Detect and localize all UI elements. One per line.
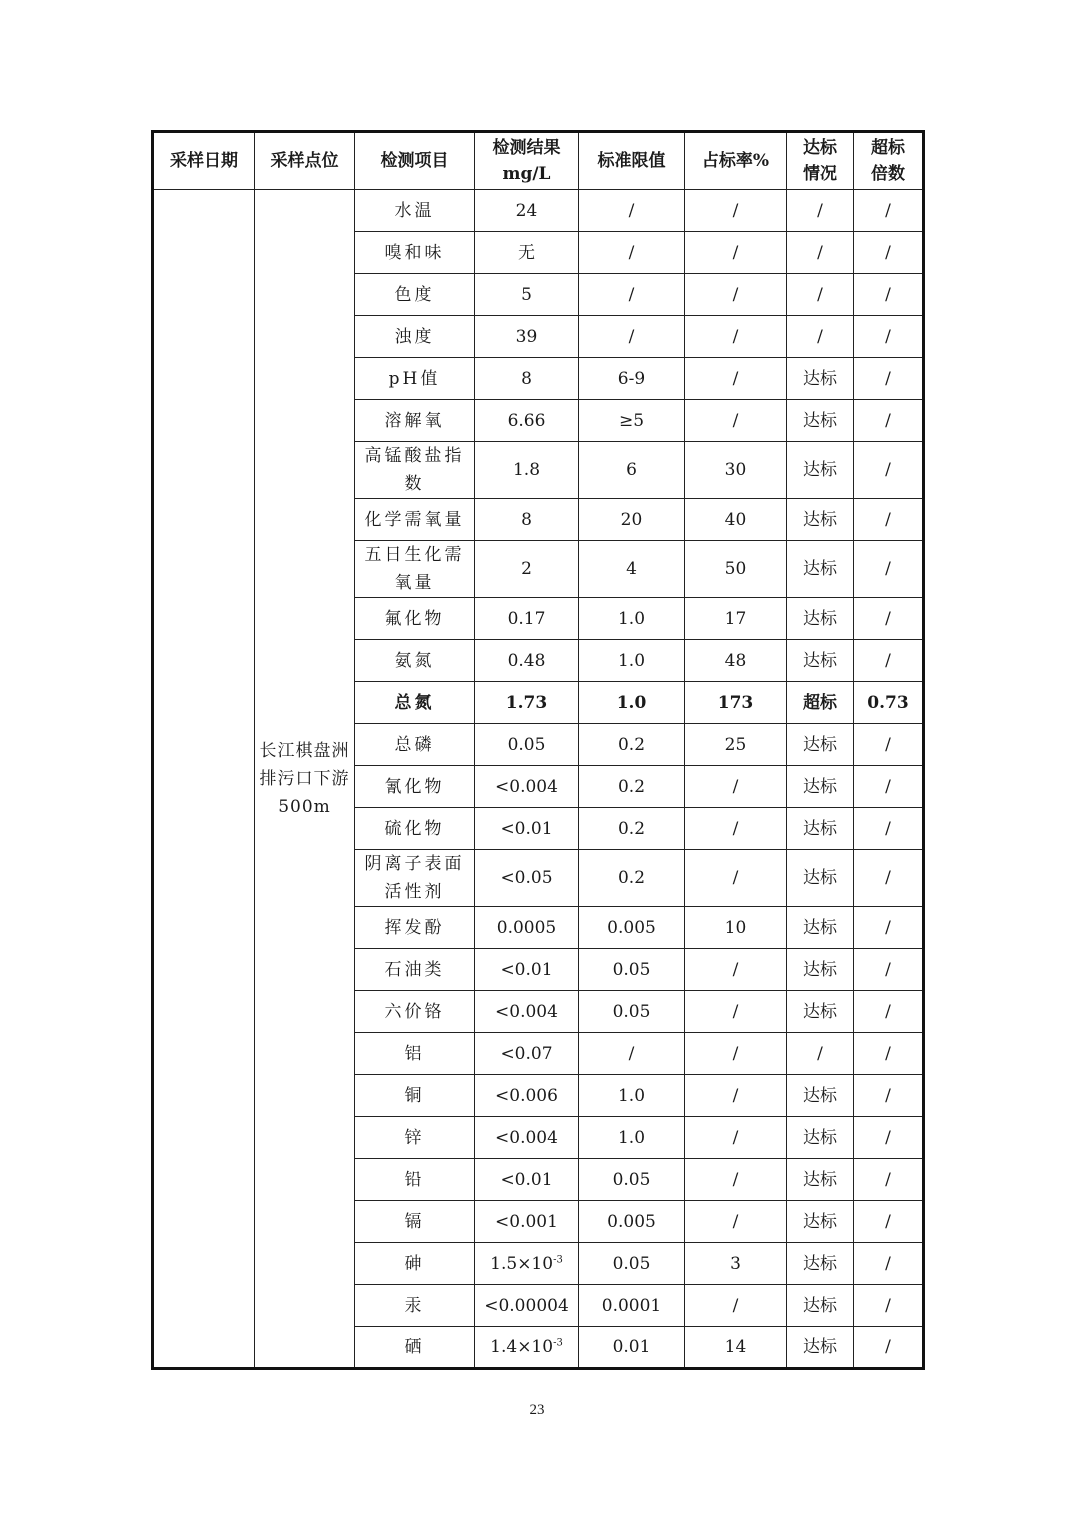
result-cell: <0.004 xyxy=(475,1117,579,1159)
ratio-cell: / xyxy=(685,358,787,400)
header-result xyxy=(475,132,579,190)
exceed-cell: / xyxy=(854,1243,924,1285)
limit-cell: 0.005 xyxy=(579,907,685,949)
status-cell: 达标 xyxy=(787,808,854,850)
result-cell: 1.73 xyxy=(475,682,579,724)
exceed-cell: / xyxy=(854,442,924,499)
limit-cell: 1.0 xyxy=(579,640,685,682)
exceed-cell: / xyxy=(854,190,924,232)
limit-cell: 1.0 xyxy=(579,1075,685,1117)
exceed-cell: / xyxy=(854,358,924,400)
item-cell: 铜 xyxy=(355,1075,475,1117)
result-cell xyxy=(475,1327,579,1369)
exceed-cell: / xyxy=(854,949,924,991)
limit-cell: / xyxy=(579,1033,685,1075)
limit-cell: 0.01 xyxy=(579,1327,685,1369)
ratio-cell: 173 xyxy=(685,682,787,724)
limit-cell: 0.05 xyxy=(579,991,685,1033)
result-mantissa: 1.5×10 xyxy=(490,1253,554,1274)
exceed-cell: / xyxy=(854,1075,924,1117)
status-cell: 达标 xyxy=(787,1285,854,1327)
limit-cell: 6 xyxy=(579,442,685,499)
exceed-cell: / xyxy=(854,1285,924,1327)
status-cell: 达标 xyxy=(787,499,854,541)
limit-cell: 0.05 xyxy=(579,949,685,991)
result-cell: 39 xyxy=(475,316,579,358)
item-cell: 氟化物 xyxy=(355,598,475,640)
limit-cell: / xyxy=(579,316,685,358)
exceed-cell: / xyxy=(854,850,924,907)
limit-cell: ≥5 xyxy=(579,400,685,442)
result-cell: 8 xyxy=(475,358,579,400)
limit-cell: 4 xyxy=(579,541,685,598)
result-cell: <0.00004 xyxy=(475,1285,579,1327)
status-cell: 达标 xyxy=(787,640,854,682)
exceed-cell: / xyxy=(854,274,924,316)
item-cell: 总氮 xyxy=(355,682,475,724)
table-row xyxy=(153,190,924,232)
sampling-site-cell: 长江棋盘洲排污口下游500m xyxy=(255,190,355,1369)
limit-cell: 0.2 xyxy=(579,724,685,766)
limit-cell: 0.05 xyxy=(579,1159,685,1201)
item-cell: 汞 xyxy=(355,1285,475,1327)
ratio-cell: / xyxy=(685,808,787,850)
header-exceed xyxy=(854,132,924,190)
limit-cell: / xyxy=(579,190,685,232)
status-cell: / xyxy=(787,190,854,232)
exceed-cell: / xyxy=(854,1327,924,1369)
result-cell: 2 xyxy=(475,541,579,598)
ratio-cell: / xyxy=(685,949,787,991)
status-cell: 达标 xyxy=(787,1159,854,1201)
result-cell: <0.001 xyxy=(475,1201,579,1243)
result-cell: 6.66 xyxy=(475,400,579,442)
exceed-cell: / xyxy=(854,499,924,541)
limit-cell: 0.2 xyxy=(579,808,685,850)
exceed-cell: / xyxy=(854,400,924,442)
ratio-cell: 50 xyxy=(685,541,787,598)
exceed-cell: / xyxy=(854,1201,924,1243)
limit-cell: 1.0 xyxy=(579,682,685,724)
ratio-cell: / xyxy=(685,190,787,232)
status-cell: 达标 xyxy=(787,358,854,400)
ratio-cell: / xyxy=(685,766,787,808)
limit-cell: 6-9 xyxy=(579,358,685,400)
exceed-cell: / xyxy=(854,541,924,598)
exceed-cell: / xyxy=(854,1117,924,1159)
exceed-cell: 0.73 xyxy=(854,682,924,724)
ratio-cell: / xyxy=(685,850,787,907)
limit-cell: / xyxy=(579,232,685,274)
ratio-cell: / xyxy=(685,232,787,274)
status-cell: 达标 xyxy=(787,400,854,442)
exceed-cell: / xyxy=(854,316,924,358)
exceed-cell: / xyxy=(854,766,924,808)
item-cell: pH值 xyxy=(355,358,475,400)
header-status xyxy=(787,132,854,190)
limit-cell: 1.0 xyxy=(579,1117,685,1159)
status-cell: / xyxy=(787,274,854,316)
item-cell: 挥发酚 xyxy=(355,907,475,949)
result-exponent: -3 xyxy=(553,1337,563,1349)
item-cell: 水温 xyxy=(355,190,475,232)
exceed-cell: / xyxy=(854,640,924,682)
result-cell: 0.17 xyxy=(475,598,579,640)
result-cell: 0.0005 xyxy=(475,907,579,949)
status-cell: 超标 xyxy=(787,682,854,724)
result-cell: <0.004 xyxy=(475,991,579,1033)
result-exponent: -3 xyxy=(553,1253,563,1265)
page-number: 23 xyxy=(529,1402,545,1418)
status-cell: 达标 xyxy=(787,907,854,949)
item-cell: 阴离子表面活性剂 xyxy=(355,850,475,907)
status-cell: 达标 xyxy=(787,850,854,907)
item-cell: 六价铬 xyxy=(355,991,475,1033)
ratio-cell: 40 xyxy=(685,499,787,541)
status-cell: 达标 xyxy=(787,1075,854,1117)
ratio-cell: 14 xyxy=(685,1327,787,1369)
item-cell: 氨氮 xyxy=(355,640,475,682)
status-cell: 达标 xyxy=(787,991,854,1033)
ratio-cell: / xyxy=(685,1201,787,1243)
item-cell: 溶解氧 xyxy=(355,400,475,442)
limit-cell: 0.2 xyxy=(579,850,685,907)
header-date: 采样日期 xyxy=(153,132,255,190)
result-cell: 8 xyxy=(475,499,579,541)
sampling-date-cell xyxy=(153,190,255,1369)
ratio-cell: 48 xyxy=(685,640,787,682)
exceed-cell: / xyxy=(854,808,924,850)
item-cell: 五日生化需氧量 xyxy=(355,541,475,598)
result-cell: 5 xyxy=(475,274,579,316)
item-cell: 浊度 xyxy=(355,316,475,358)
status-cell: 达标 xyxy=(787,1327,854,1369)
item-cell: 石油类 xyxy=(355,949,475,991)
result-cell: 无 xyxy=(475,232,579,274)
status-cell: 达标 xyxy=(787,766,854,808)
item-cell: 嗅和味 xyxy=(355,232,475,274)
ratio-cell: / xyxy=(685,1159,787,1201)
ratio-cell: 30 xyxy=(685,442,787,499)
item-cell: 铝 xyxy=(355,1033,475,1075)
water-quality-table xyxy=(151,130,925,1370)
result-cell: <0.07 xyxy=(475,1033,579,1075)
limit-cell: 0.0001 xyxy=(579,1285,685,1327)
result-cell: <0.01 xyxy=(475,949,579,991)
limit-cell: 0.2 xyxy=(579,766,685,808)
limit-cell: 1.0 xyxy=(579,598,685,640)
status-cell: 达标 xyxy=(787,541,854,598)
header-limit: 标准限值 xyxy=(579,132,685,190)
item-cell: 铅 xyxy=(355,1159,475,1201)
item-cell: 总磷 xyxy=(355,724,475,766)
exceed-cell: / xyxy=(854,1033,924,1075)
status-cell: 达标 xyxy=(787,724,854,766)
header-ratio: 占标率% xyxy=(685,132,787,190)
status-cell: / xyxy=(787,316,854,358)
limit-cell: / xyxy=(579,274,685,316)
item-cell: 硒 xyxy=(355,1327,475,1369)
result-cell: <0.004 xyxy=(475,766,579,808)
ratio-cell: / xyxy=(685,1117,787,1159)
result-cell: 0.05 xyxy=(475,724,579,766)
result-cell: <0.006 xyxy=(475,1075,579,1117)
item-cell: 化学需氧量 xyxy=(355,499,475,541)
item-cell: 高锰酸盐指数 xyxy=(355,442,475,499)
ratio-cell: / xyxy=(685,400,787,442)
header-status-line2: 情况 xyxy=(803,164,837,184)
item-cell: 氰化物 xyxy=(355,766,475,808)
header-row xyxy=(153,132,924,190)
result-cell: <0.01 xyxy=(475,808,579,850)
ratio-cell: / xyxy=(685,1285,787,1327)
limit-cell: 0.005 xyxy=(579,1201,685,1243)
ratio-cell: / xyxy=(685,991,787,1033)
header-item: 检测项目 xyxy=(355,132,475,190)
exceed-cell: / xyxy=(854,907,924,949)
item-cell: 硫化物 xyxy=(355,808,475,850)
ratio-cell: / xyxy=(685,274,787,316)
status-cell: 达标 xyxy=(787,598,854,640)
result-cell: 0.48 xyxy=(475,640,579,682)
exceed-cell: / xyxy=(854,232,924,274)
header-result-unit: mg/L xyxy=(502,164,551,184)
result-cell: 24 xyxy=(475,190,579,232)
status-cell: 达标 xyxy=(787,1201,854,1243)
result-mantissa: 1.4×10 xyxy=(490,1337,554,1357)
ratio-cell: 10 xyxy=(685,907,787,949)
status-cell: / xyxy=(787,232,854,274)
ratio-cell: / xyxy=(685,1033,787,1075)
status-cell: 达标 xyxy=(787,1117,854,1159)
header-exceed-line2: 倍数 xyxy=(871,164,905,184)
header-exceed-line1: 超标 xyxy=(871,138,905,158)
ratio-cell: 3 xyxy=(685,1243,787,1285)
exceed-cell: / xyxy=(854,724,924,766)
item-cell: 砷 xyxy=(355,1243,475,1285)
status-cell: 达标 xyxy=(787,442,854,499)
result-cell: <0.01 xyxy=(475,1159,579,1201)
ratio-cell: / xyxy=(685,1075,787,1117)
status-cell: 达标 xyxy=(787,949,854,991)
exceed-cell: / xyxy=(854,1159,924,1201)
limit-cell: 0.05 xyxy=(579,1243,685,1285)
result-cell: 1.8 xyxy=(475,442,579,499)
status-cell: / xyxy=(787,1033,854,1075)
limit-cell: 20 xyxy=(579,499,685,541)
status-cell: 达标 xyxy=(787,1243,854,1285)
header-status-line1: 达标 xyxy=(803,138,837,158)
item-cell: 镉 xyxy=(355,1201,475,1243)
exceed-cell: / xyxy=(854,991,924,1033)
exceed-cell: / xyxy=(854,598,924,640)
item-cell: 锌 xyxy=(355,1117,475,1159)
ratio-cell: 17 xyxy=(685,598,787,640)
result-cell: <0.05 xyxy=(475,850,579,907)
item-cell: 色度 xyxy=(355,274,475,316)
header-result-line1: 检测结果 xyxy=(492,138,561,158)
result-cell xyxy=(475,1243,579,1285)
header-site: 采样点位 xyxy=(255,132,355,190)
ratio-cell: / xyxy=(685,316,787,358)
ratio-cell: 25 xyxy=(685,724,787,766)
